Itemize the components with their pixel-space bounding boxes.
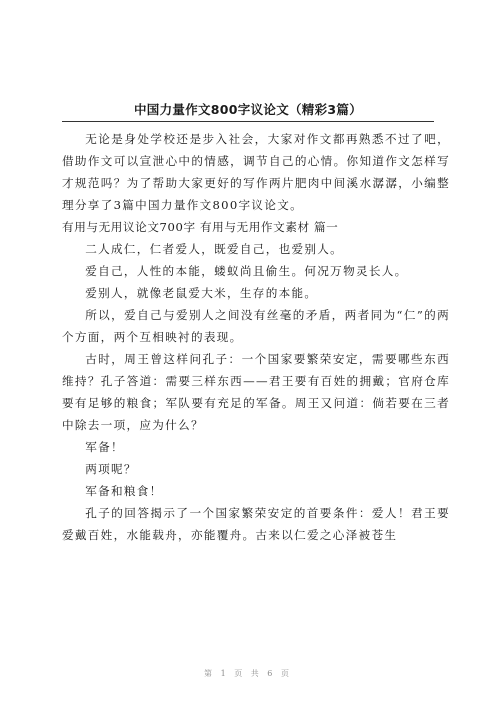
paragraph: 两项呢？	[85, 462, 137, 476]
paragraph: 孔子的回答揭示了一个国家繁荣安定的首要条件：爱人！君王要爱戴百姓，水能载舟，亦能覆舟。古来以仁爱之心泽被苍生	[62, 506, 450, 542]
paragraph: 所以，爱自己与爱别人之间没有丝毫的矛盾，两者同为“仁”的两个方面，两个互相映衬的表现。	[62, 308, 450, 344]
title-divider	[62, 121, 434, 122]
paragraph: 爱自己，人性的本能，蝼蚁尚且偷生。何况万物灵长人。	[85, 264, 408, 278]
paragraph: 军备和粮食！	[85, 484, 163, 498]
paragraph: 古时，周王曾这样问孔子：一个国家要繁荣安定，需要哪些东西维持？孔子答道：需要三样东西——君王要有百姓的拥戴；官府仓库要有足够的粮食；军队要有充足的军备。周王又问道：倘若要在三者中除去一项，应为什么？	[62, 352, 450, 432]
document-body	[62, 128, 450, 546]
paragraph: 军备！	[85, 440, 124, 454]
paragraph: 爱别人，就像老鼠爱大米，生存的本能。	[85, 286, 318, 300]
page-footer: 第 1 页 共 6 页	[204, 669, 292, 678]
document-title: 中国力量作文800字议论文（精彩3篇）	[134, 102, 362, 117]
section-heading: 有用与无用议论文700字 有用与无用作文素材 篇一	[62, 220, 339, 234]
paragraph: 无论是身处学校还是步入社会，大家对作文都再熟悉不过了吧，借助作文可以宣泄心中的情感，调节自己的心情。你知道作文怎样写才规范吗？为了帮助大家更好的写作两片肥肉中间溪水潺潺，小编整理分享了3篇中国力量作文800字议论文。	[62, 132, 450, 212]
paragraph: 二人成仁，仁者爱人，既爱自己，也爱别人。	[85, 242, 344, 256]
